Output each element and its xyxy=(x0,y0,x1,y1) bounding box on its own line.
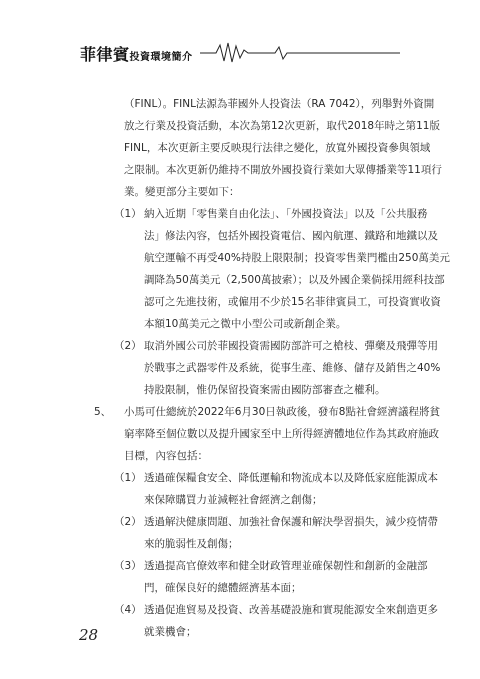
text-line: 就業機會； xyxy=(144,626,197,638)
text-line: 業。變更部分主要如下： xyxy=(124,186,240,198)
text-line: 本額10萬美元之微中小型公司或新創企業。 xyxy=(144,318,347,330)
header-title-main: 菲律賓 xyxy=(80,45,130,64)
list-marker: （1） xyxy=(114,472,142,484)
page-number: 28 xyxy=(79,626,99,644)
text-line: 小馬可仕總統於2022年6月30日執政後，發布8點社會經濟議程將貧 xyxy=(124,406,440,418)
header-title-sub: 投資環境簡介 xyxy=(129,52,193,63)
text-line: 納入近期「零售業自由化法」、「外國投資法」以及「公共服務 xyxy=(144,208,428,220)
list-marker: （3） xyxy=(114,560,142,572)
text-line: 透過提高官僚效率和健全財政管理並確保韌性和創新的金融部 xyxy=(144,560,428,572)
text-line: 窮率降至個位數以及提升國家至中上所得經濟體地位作為其政府施政 xyxy=(124,428,439,440)
text-line: 調降為50萬美元（2,500萬披索）；以及外國企業倘採用經科技部 xyxy=(144,274,445,286)
text-line: 於戰事之武器零件及系統，從事生產、維修、儲存及銷售之40% xyxy=(144,362,441,374)
text-line: 目標，內容包括： xyxy=(124,450,208,462)
text-line: 法」修法內容，包括外國投資電信、國內航運、鐵路和地鐵以及 xyxy=(144,230,438,242)
list-marker: （1） xyxy=(114,208,142,220)
text-line: 透過解決健康問題、加強社會保護和解決學習損失，減少疫情帶 xyxy=(144,516,438,528)
text-line: 認可之先進技術，或僱用不少於15名菲律賓員工，可投資實收資 xyxy=(144,296,441,308)
text-line: 透過促進貿易及投資、改善基礎設施和實現能源安全來創造更多 xyxy=(144,604,438,616)
text-line: 透過確保糧食安全、降低運輸和物流成本以及降低家庭能源成本 xyxy=(144,472,438,484)
text-line: FINL，本次更新主要反映現行法律之變化，放寬外國投資參與領域 xyxy=(124,142,431,154)
text-line: 放之行業及投資活動，本次為第12次更新，取代2018年時之第11版 xyxy=(124,120,440,132)
text-line: 之限制。本次更新仍維持不開放外國投資行業如大眾傳播業等11項行 xyxy=(124,164,442,176)
list-marker: 5、 xyxy=(94,406,112,418)
list-marker: （2） xyxy=(114,516,142,528)
text-line: （FINL）。FINL法源為菲國外人投資法（RA 7042），列舉對外資開 xyxy=(124,98,435,110)
text-line: 來的脆弱性及創傷； xyxy=(144,538,239,550)
text-line: 航空運輸不再受40%持股上限限制；投資零售業門檻由250萬美元 xyxy=(144,252,450,264)
text-line: 來保障購買力並減輕社會經濟之創傷； xyxy=(144,494,323,506)
list-marker: （4） xyxy=(114,604,142,616)
text-line: 持股限制，惟仍保留投資案需由國防部審查之權利。 xyxy=(144,384,386,396)
text-line: 取消外國公司於菲國投資需國防部許可之槍枝、彈藥及飛彈等用 xyxy=(144,340,438,352)
text-line: 門，確保良好的總體經濟基本面； xyxy=(144,582,302,594)
list-marker: （2） xyxy=(114,340,142,352)
